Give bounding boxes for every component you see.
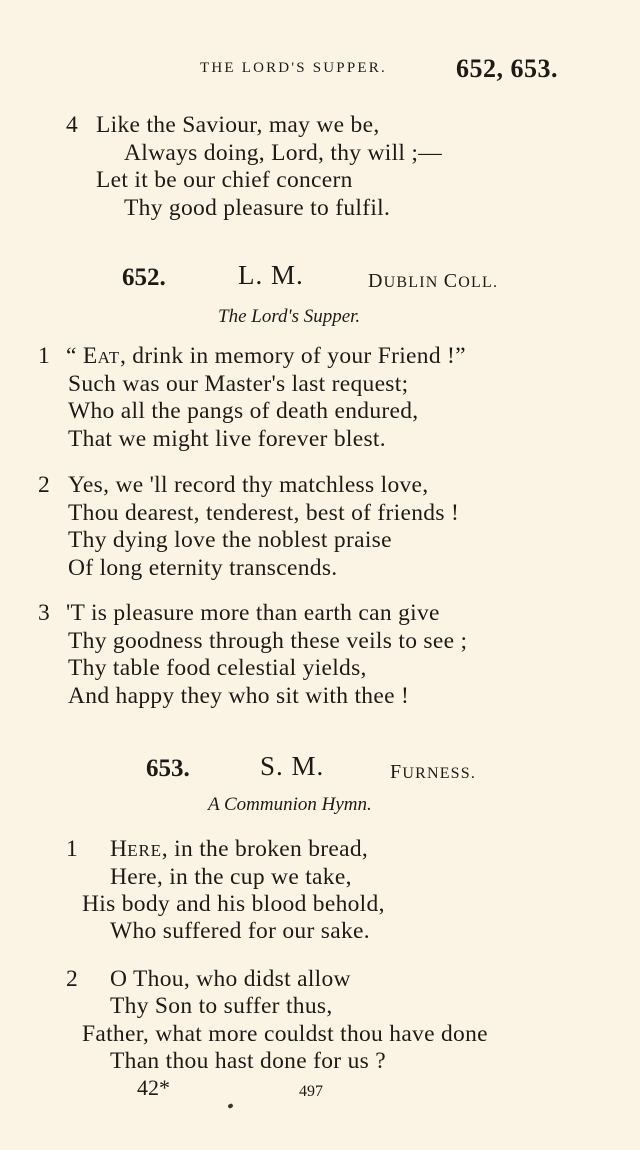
verse-number: 1	[66, 836, 78, 862]
verse-line: Thy good pleasure to fulfil.	[124, 195, 391, 221]
hymn-subtitle: A Communion Hymn.	[208, 794, 372, 815]
verse-line	[110, 836, 368, 863]
tune-smallcaps: UBLIN	[383, 274, 439, 291]
hymn-number: 653.	[146, 755, 190, 782]
verse-line: 'T is pleasure more than earth can give	[66, 600, 440, 626]
verse-line: Such was our Master's last request;	[68, 371, 409, 397]
first-word-initial: E	[82, 343, 98, 369]
first-word-smallcaps: ERE	[127, 841, 162, 860]
verse-line: That we might live forever blest.	[68, 426, 386, 452]
verse-line	[66, 343, 466, 370]
page-number: 497	[299, 1083, 323, 1100]
hymn-number: 652.	[122, 264, 166, 291]
verse-line: Thy table food celestial yields,	[68, 655, 367, 681]
verse-line: Always doing, Lord, thy will ;—	[124, 140, 443, 166]
verse-line: Yes, we 'll record thy matchless love,	[68, 472, 429, 498]
verse-number: 2	[66, 966, 78, 992]
verse-line: Who suffered for our sake.	[110, 918, 370, 944]
verse-line: Like the Saviour, may we be,	[96, 112, 380, 138]
verse-number: 1	[38, 343, 50, 369]
first-word-initial: H	[110, 836, 128, 862]
verse-number: 3	[38, 600, 50, 626]
tune-smallcaps: URNESS.	[402, 765, 477, 782]
verse-line: Than thou hast done for us ?	[110, 1048, 386, 1074]
verse-number: 2	[38, 472, 50, 498]
verse-line: Father, what more couldst thou have done	[82, 1021, 488, 1047]
open-quote: “	[66, 343, 83, 369]
verse-line: Thy goodness through these veils to see ;	[68, 628, 468, 654]
verse-line: O Thou, who didst allow	[110, 966, 351, 992]
verse-line: And happy they who sit with thee !	[68, 683, 410, 709]
hymn-meter: S. M.	[260, 751, 325, 781]
ink-speck	[227, 1103, 233, 1109]
verse-line: Thou dearest, tenderest, best of friends !	[68, 500, 460, 526]
verse-line: Here, in the cup we take,	[110, 864, 352, 890]
hymn-subtitle: The Lord's Supper.	[218, 306, 361, 327]
signature-mark: 42*	[137, 1075, 170, 1100]
tune-initial: F	[390, 761, 403, 783]
tune-smallcaps-2: OLL.	[458, 274, 499, 291]
hymn-meter: L. M.	[238, 260, 304, 290]
tune-name	[390, 761, 476, 784]
verse-line: Thy Son to suffer thus,	[110, 993, 333, 1019]
tune-initial: D	[368, 270, 384, 292]
tune-initial-2: C	[443, 270, 459, 292]
first-word-smallcaps: AT	[97, 348, 120, 367]
verse-line: Let it be our chief concern	[96, 167, 353, 193]
first-line-rest: , in the broken bread,	[161, 836, 369, 862]
verse-line: Thy dying love the noblest praise	[68, 527, 392, 553]
running-head-title: THE LORD'S SUPPER.	[200, 60, 387, 76]
verse-line: Who all the pangs of death endured,	[68, 398, 419, 424]
running-head-hymn-numbers: 652, 653.	[456, 54, 558, 83]
verse-number: 4	[66, 112, 78, 138]
tune-name	[368, 270, 498, 293]
verse-line: His body and his blood behold,	[82, 891, 385, 917]
verse-line: Of long eternity transcends.	[68, 555, 338, 581]
first-line-rest: , drink in memory of your Friend !”	[119, 343, 466, 369]
